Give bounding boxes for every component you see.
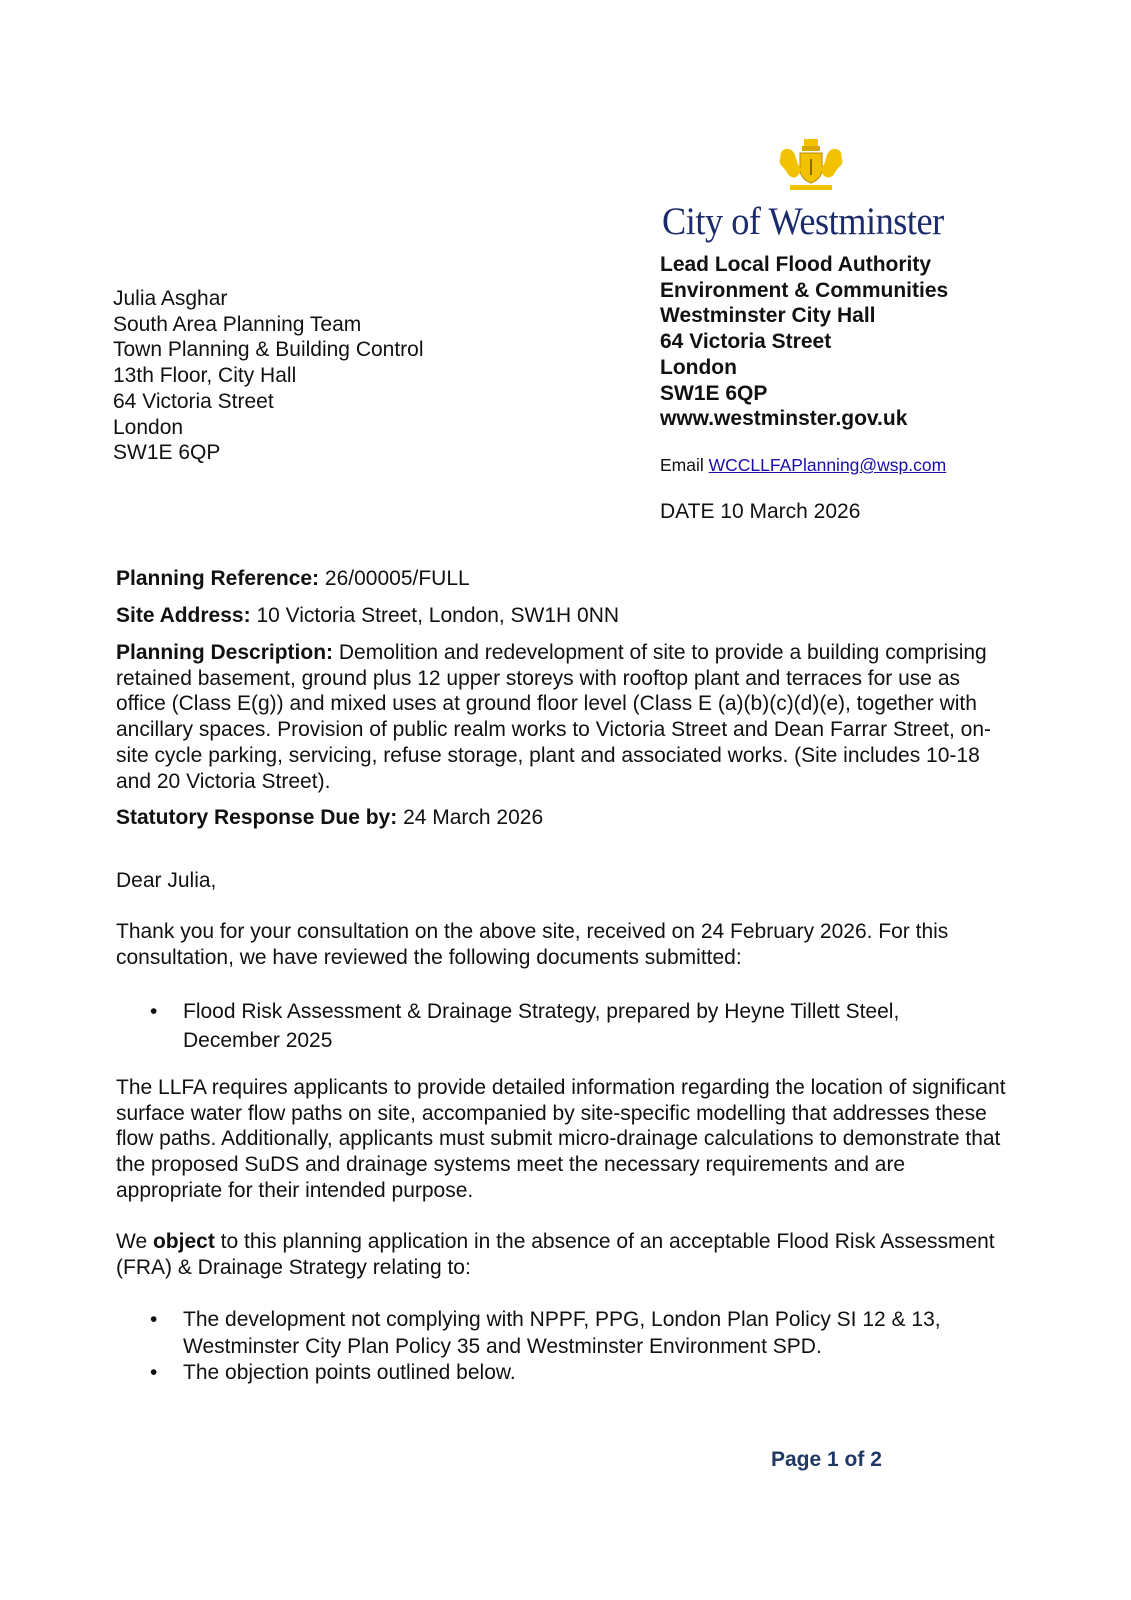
list-item (148, 997, 998, 1055)
objection-keyword: object (152, 1230, 215, 1253)
bullet-icon: • (150, 1308, 158, 1331)
statutory-response-due (116, 805, 1006, 831)
sender-city: London (660, 355, 737, 379)
letter-date: DATE 10 March 2026 (660, 500, 861, 523)
council-name: City of Westminster (662, 200, 944, 243)
objection-prefix: We (116, 1230, 148, 1253)
recipient-team: South Area Planning Team (113, 312, 362, 336)
objection-item: The objection points outlined below. (183, 1361, 516, 1384)
planning-description (116, 640, 1006, 794)
sender-street: 64 Victoria Street (660, 330, 832, 354)
recipient-street: 64 Victoria Street (113, 389, 274, 413)
planning-reference-label: Planning Reference: (116, 567, 320, 590)
due-label: Statutory Response Due by: (116, 806, 398, 829)
sender-department: Lead Local Flood Authority (660, 253, 932, 276)
objection-paragraph (116, 1229, 1006, 1280)
site-address-label: Site Address: (116, 604, 251, 627)
objection-text: to this planning application in the absence of an acceptable Flood Risk Assessment (FRA) & Drainage Strategy relating to: (116, 1230, 995, 1279)
list-item (148, 1360, 1018, 1387)
planning-description-label: Planning Description: (116, 641, 334, 664)
list-item (148, 1307, 1018, 1360)
sender-website[interactable]: www.westminster.gov.uk (660, 407, 908, 431)
planning-reference (116, 566, 1006, 592)
sender-postcode: SW1E 6QP (660, 381, 768, 405)
thanks-paragraph: Thank you for your consultation on the above site, received on 24 February 2026. For this consultation, we have reviewed the following documents submitted: (116, 920, 949, 969)
sender-division: Environment & Communities (660, 278, 949, 302)
crest-icon (776, 137, 846, 193)
email-label: Email (660, 455, 704, 475)
reviewed-documents-list (148, 997, 998, 1055)
recipient-postcode: SW1E 6QP (113, 441, 221, 465)
site-address-value: 10 Victoria Street, London, SW1H 0NN (256, 604, 620, 627)
sender-building: Westminster City Hall (660, 304, 876, 328)
objection-list (148, 1307, 1018, 1387)
salutation: Dear Julia, (116, 869, 217, 892)
planning-description-value: Demolition and redevelopment of site to provide a building comprising retained basement, ground plus 12 upper storeys with rooftop plant and terraces for use as office (Class E(g)) and mixed uses at ground floor level (Class E (a)(b)(c)(d)(e), together with ancillary spaces. Provision of public realm works to Victoria Street and Dean Farrar Street, on-site cycle parking, servicing, refuse storage, plant and associated works. (Site includes 10-18 and 20 Victoria Street). (116, 641, 991, 793)
recipient-city: London (113, 415, 184, 439)
email-row (660, 455, 946, 476)
due-date: 24 March 2026 (403, 806, 544, 829)
recipient-floor: 13th Floor, City Hall (113, 364, 297, 388)
bullet-icon: • (150, 1361, 158, 1384)
recipient-department: Town Planning & Building Control (113, 338, 424, 362)
site-address (116, 603, 1006, 629)
recipient-address (113, 286, 424, 466)
llfa-requirements-paragraph: The LLFA requires applicants to provide detailed information regarding the location of significant surface water flow paths on site, accompanied by site-specific modelling that addresses these flow paths. Additionally, applicants must submit micro-drainage calculations to demonstrate that the proposed SuDS and drainage systems meet the necessary requirements and are appropriate for their intended purpose. (116, 1076, 1006, 1202)
document-title: Flood Risk Assessment & Drainage Strategy, prepared by Heyne Tillett Steel, December 2025 (183, 1000, 900, 1052)
recipient-name: Julia Asghar (113, 287, 228, 310)
planning-reference-value: 26/00005/FULL (324, 567, 470, 590)
bullet-icon: • (150, 1000, 158, 1023)
sender-address (660, 252, 948, 432)
page-number: Page 1 of 2 (771, 1448, 882, 1471)
email-link[interactable]: WCCLLFAPlanning@wsp.com (708, 455, 947, 475)
objection-item: The development not complying with NPPF, PPG, London Plan Policy SI 12 & 13, Westminster City Plan Policy 35 and Westminster Environment SPD. (183, 1308, 941, 1358)
